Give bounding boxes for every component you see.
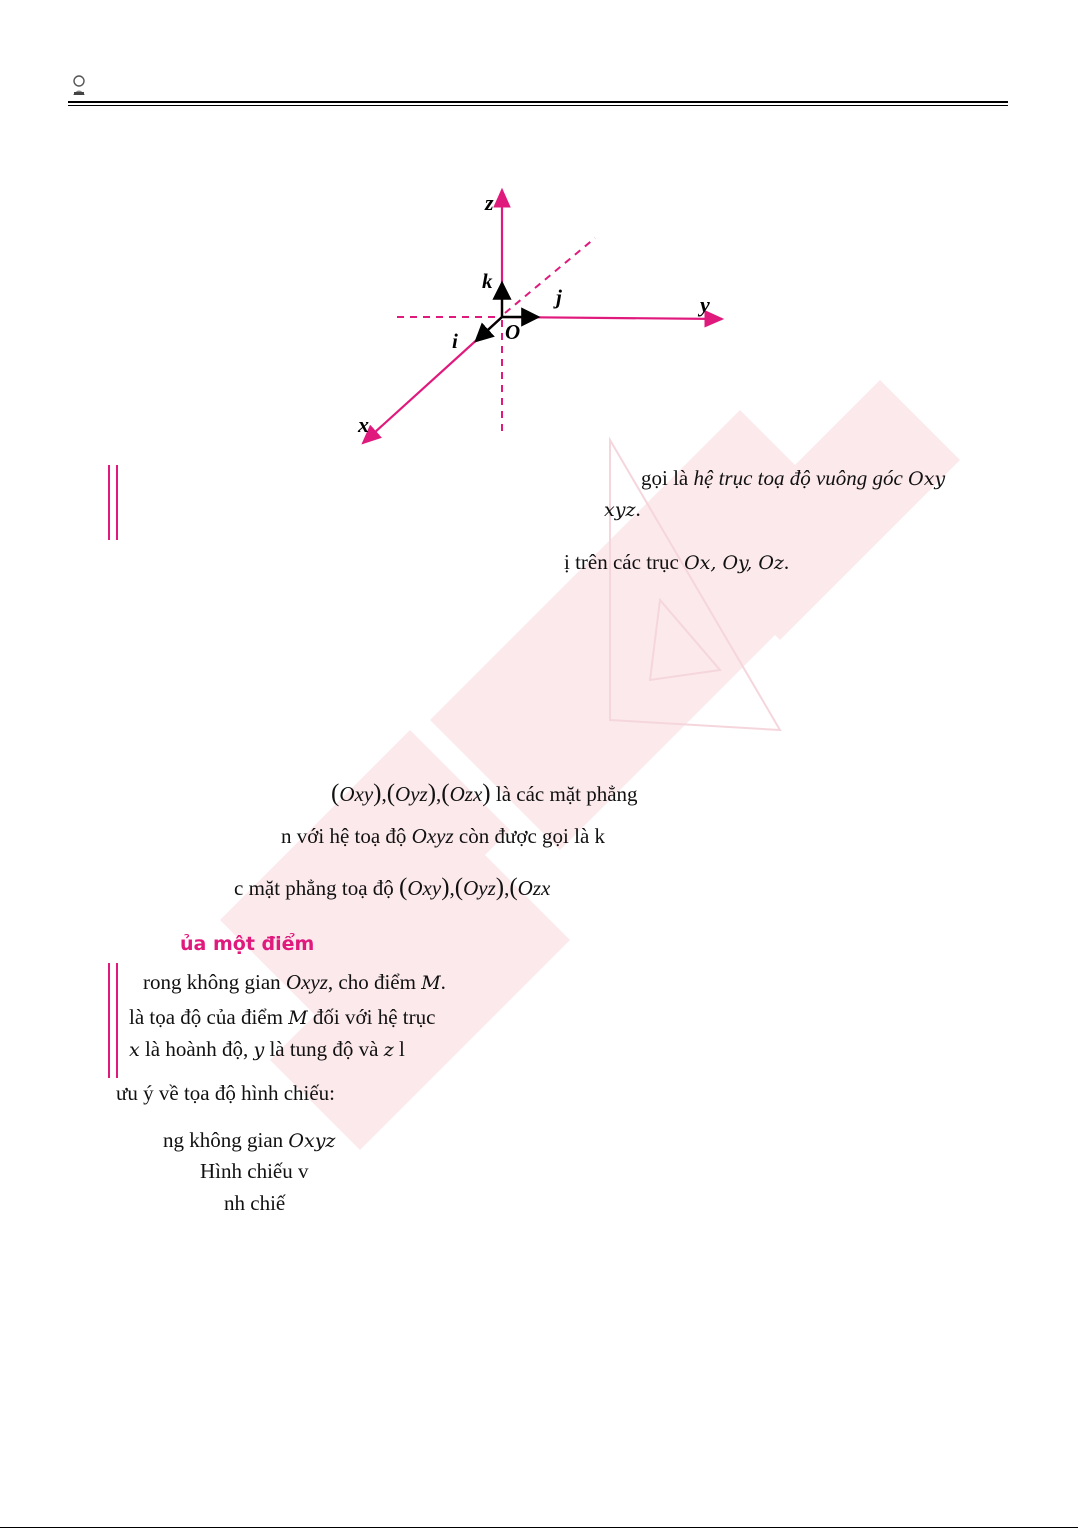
point-coord-line-1: rong không gian Oxyz, cho điểm M. <box>143 970 446 994</box>
section-heading: ủa một điểm <box>180 933 315 955</box>
callout-bar-2a <box>108 963 110 1078</box>
label-origin: O <box>505 320 521 344</box>
vector-i <box>476 317 502 341</box>
callout-bar-2b <box>116 963 118 1078</box>
callout-bar-1b <box>116 465 118 540</box>
definition-line-2: xyz. <box>604 497 641 521</box>
callout-bar-1a <box>108 465 110 540</box>
planes-perpendicular-line: c mặt phẳng toạ độ (Oxy),(Oyz),(Ozx <box>234 874 551 901</box>
label-y: y <box>700 292 710 317</box>
label-z: z <box>485 190 494 215</box>
header-rule <box>68 101 1008 103</box>
coordinate-planes-line: (Oxy),(Oyz),(Ozx) là các mặt phẳng <box>331 780 638 807</box>
space-name-line: n với hệ toạ độ Oxyz còn được gọi là k <box>281 824 606 848</box>
label-j: j <box>556 285 562 309</box>
axes-unit-line: ị trên các trục Ox, Oy, Oz. <box>564 550 790 574</box>
axis-x-negative-dashed <box>505 238 595 313</box>
note-item-1: ng không gian Oxyz <box>163 1128 336 1152</box>
projection-note: ưu ý về tọa độ hình chiếu: <box>116 1081 336 1105</box>
header-logo-icon <box>70 74 88 101</box>
label-i: i <box>452 329 458 353</box>
coordinate-axes-figure <box>340 180 740 450</box>
definition-line-1: gọi là hệ trục toạ độ vuông góc Oxy <box>641 466 946 490</box>
note-item-2: Hình chiếu v <box>200 1159 309 1183</box>
footer-rule <box>0 1527 1078 1528</box>
point-coord-line-3: x là hoành độ, y là tung độ và z l <box>129 1037 405 1061</box>
label-x: x <box>358 412 369 437</box>
label-k: k <box>482 269 493 293</box>
header-rule-thin <box>68 105 1008 106</box>
point-coord-line-2: là tọa độ của điểm M đối với hệ trục <box>129 1005 436 1029</box>
note-item-3: nh chiế <box>224 1191 286 1215</box>
